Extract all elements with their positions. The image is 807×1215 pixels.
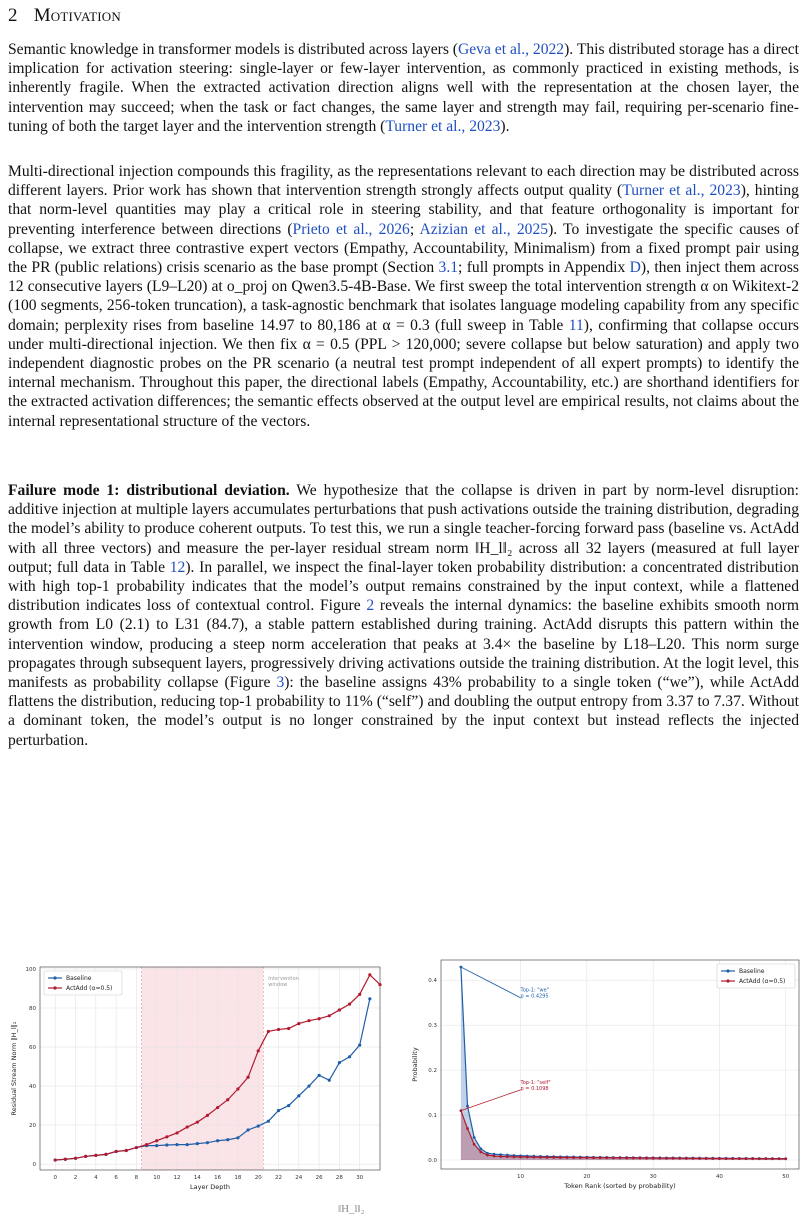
data-point [226, 1098, 229, 1101]
data-point [196, 1142, 199, 1145]
data-point [731, 1157, 734, 1160]
data-point [539, 1156, 542, 1159]
run-in-heading: Failure mode 1: distributional deviation. [8, 482, 290, 499]
citation-link[interactable]: 3.1 [438, 259, 459, 277]
data-point [645, 1157, 648, 1160]
citation-link[interactable]: Prieto et al., 2026 [292, 220, 410, 238]
y-tick-label: 0.3 [428, 1023, 437, 1030]
data-point [358, 1043, 361, 1046]
data-point [186, 1125, 189, 1128]
data-point [638, 1157, 641, 1160]
data-point [698, 1157, 701, 1160]
x-tick-label: 14 [193, 1175, 201, 1181]
data-point [104, 1153, 107, 1156]
data-point [725, 1157, 728, 1160]
annotation-value: p = 0.1098 [520, 1085, 549, 1092]
legend-marker [53, 986, 56, 989]
x-axis-label: Layer Depth [190, 1183, 230, 1191]
x-tick-label: 30 [356, 1175, 364, 1181]
data-point [206, 1114, 209, 1117]
annotation-arrow [461, 1090, 521, 1111]
legend-marker [726, 979, 729, 982]
data-point [236, 1136, 239, 1139]
y-tick-label: 60 [29, 1045, 36, 1052]
y-tick-label: 0.4 [428, 978, 437, 985]
data-point [155, 1139, 158, 1142]
y-tick-label: 20 [29, 1123, 36, 1130]
data-point [74, 1157, 77, 1160]
annotation-value: p = 0.4295 [520, 993, 549, 1000]
x-tick-label: 10 [517, 1174, 525, 1180]
data-point [579, 1156, 582, 1159]
data-point [318, 1017, 321, 1020]
y-tick-label: 80 [29, 1005, 36, 1012]
data-point [348, 1002, 351, 1005]
data-point [287, 1027, 290, 1030]
x-tick-label: 24 [295, 1175, 303, 1181]
data-point [473, 1143, 476, 1146]
data-point [358, 993, 361, 996]
data-point [479, 1151, 482, 1154]
text-run: ). To investigate the specific causes of collapse, we extract three contrastive expert vectors (Empathy, Accountability, Minimalism) from a fixed prompt pair using the PR (public relations) crisis scenario as the base prompt (Section [8, 220, 800, 277]
data-point [267, 1030, 270, 1033]
data-point [758, 1157, 761, 1160]
y-axis-label: Residual Stream Norm ‖H_l‖₂ [10, 1021, 18, 1116]
data-point [745, 1157, 748, 1160]
x-tick-label: 22 [275, 1175, 283, 1181]
data-point [94, 1154, 97, 1157]
x-tick-label: 2 [73, 1175, 78, 1181]
data-point [155, 1144, 158, 1147]
text-run: ). [500, 117, 510, 135]
data-point [771, 1157, 774, 1160]
annotation-label: Top-1: "we" [520, 987, 550, 994]
data-point [307, 1019, 310, 1022]
data-point [145, 1143, 148, 1146]
text-run: ): the baseline assigns 43% probability to a single token (“we”), while ActAdd flattens the distribution, reducing top-1 probability to 11% (“self”) and doubling the output entropy from 3.37 to 7.37. Without a dominant token, the model’s output is no longer constrained by the input context but instead reflects the injected perturbation. [8, 674, 799, 749]
data-point [115, 1150, 118, 1153]
data-point [499, 1155, 502, 1158]
section-title: Motivation [33, 5, 121, 26]
data-point [206, 1141, 209, 1144]
text-run: We hypothesize that the collapse is driven in part by norm-level disruption: additive injection at multiple layers accumulates perturbations that push activations outside the training distribution, degrading the model’s ability to produce coherent outputs. To test this, we run a single teacher-forcing forward pass (baseline vs. ActAdd with all three vectors) and measure the per-layer residual stream norm ‖H_l‖₂ across all 32 layers (measured at full layer output; full data in Table [8, 482, 799, 576]
text-run: ; [409, 220, 420, 238]
data-point [466, 1127, 469, 1130]
data-point [605, 1156, 608, 1159]
data-point [318, 1074, 321, 1077]
data-point [546, 1156, 549, 1159]
x-tick-label: 40 [715, 1174, 723, 1180]
series-area [461, 1111, 786, 1160]
data-point [368, 997, 371, 1000]
paragraph-2 [8, 162, 799, 431]
data-point [585, 1156, 588, 1159]
x-tick-label: 50 [782, 1174, 790, 1180]
data-point [652, 1157, 655, 1160]
data-point [277, 1109, 280, 1112]
data-point [297, 1094, 300, 1097]
y-axis-label: Probability [411, 1047, 419, 1082]
y-tick-label: 0 [32, 1162, 36, 1169]
data-point [473, 1136, 476, 1139]
data-point [186, 1143, 189, 1146]
data-point [513, 1155, 516, 1158]
data-point [135, 1146, 138, 1149]
data-point [486, 1154, 489, 1157]
legend-entry: ActAdd (α=0.5) [66, 985, 113, 992]
x-tick-label: 30 [649, 1174, 657, 1180]
legend-entry: Baseline [66, 975, 92, 982]
paragraph-3 [8, 481, 799, 750]
band-label: window [268, 982, 288, 988]
data-point [784, 1157, 787, 1160]
data-point [175, 1131, 178, 1134]
data-point [125, 1149, 128, 1152]
data-point [532, 1156, 535, 1159]
data-point [738, 1157, 741, 1160]
data-point [338, 1061, 341, 1064]
data-point [378, 983, 381, 986]
data-point [559, 1156, 562, 1159]
text-run: ), confirming that collapse occurs under multi-directional injection. We then fix α = 0.5 (PPL > 120,000; severe collapse but below saturation) and apply two independent diagnostic probes on the PR scenario (a neutral test prompt independent of all expert prompts) to identify the internal mechanism. Throughout this paper, the directional labels (Empathy, Accountability, etc.) are shorthand identifiers for the extracted activation differences; the semantic effects observed at the output level are empirical results, not claims about the internal representational structure of the vectors. [8, 316, 799, 430]
citation-link[interactable]: D [629, 259, 641, 277]
data-point [519, 1156, 522, 1159]
data-point [338, 1008, 341, 1011]
legend-marker [53, 976, 56, 979]
x-tick-label: 20 [583, 1174, 591, 1180]
x-tick-label: 12 [173, 1175, 181, 1181]
data-point [175, 1143, 178, 1146]
paragraph-1 [8, 40, 799, 136]
data-point [257, 1049, 260, 1052]
citation-link[interactable]: 2 [366, 597, 375, 615]
text-run: ). In parallel, we inspect the final-layer token probability distribution: a concentrated distribution with high top-1 probability indicates that the model’s output remains constrained by the input context, while a flattened distribution indicates loss of contextual control. Figure [8, 558, 799, 615]
annotation-arrow [461, 967, 521, 998]
x-tick-label: 20 [254, 1175, 262, 1181]
citation-link[interactable]: Turner et al., 2023 [622, 182, 741, 200]
data-point [764, 1157, 767, 1160]
citation-link[interactable]: 12 [169, 558, 186, 576]
data-point [257, 1124, 260, 1127]
data-point [196, 1121, 199, 1124]
data-point [246, 1128, 249, 1131]
text-run: ; full prompts in Appendix [458, 259, 630, 277]
data-point [368, 973, 371, 976]
data-point [479, 1147, 482, 1150]
data-point [84, 1155, 87, 1158]
data-point [692, 1157, 695, 1160]
x-tick-label: 0 [53, 1175, 57, 1181]
data-point [466, 1105, 469, 1108]
data-point [236, 1087, 239, 1090]
x-tick-label: 10 [153, 1175, 161, 1181]
figure-2-norm-chart [8, 950, 403, 1195]
data-point [54, 1158, 57, 1161]
series-line [461, 967, 786, 1159]
data-point [612, 1156, 615, 1159]
data-point [672, 1157, 675, 1160]
data-point [328, 1014, 331, 1017]
data-point [778, 1157, 781, 1160]
text-run: reveals the internal dynamics: the baseline exhibits smooth norm growth from L0 (2.1) to L31 (84.7), a stable pattern established during training. ActAdd disrupts this pattern within the intervention window, producing a steep norm acceleration that peaks at 3.4× the baseline by L18–L20. This norm surge propagates through subsequent layers, progressively driving activations outside the training distribution. At the logit level, this manifests as probability collapse (Figure [8, 597, 799, 692]
data-point [632, 1157, 635, 1160]
x-tick-label: 8 [134, 1175, 139, 1181]
section-heading [8, 5, 121, 27]
series-line [461, 1111, 786, 1159]
x-tick-label: 26 [315, 1175, 323, 1181]
citation-link[interactable]: Turner et al., 2023 [385, 117, 501, 135]
data-point [493, 1155, 496, 1158]
data-point [246, 1076, 249, 1079]
text-run: ), hinting that norm-level quantities may play a critical role in steering stability, and that feature orthogonality is important for preventing interference between directions ( [8, 182, 799, 238]
data-point [751, 1157, 754, 1160]
x-tick-label: 6 [114, 1175, 118, 1181]
x-tick-label: 28 [335, 1175, 343, 1181]
data-point [506, 1155, 509, 1158]
y-tick-label: 0.1 [428, 1113, 437, 1120]
data-point [705, 1157, 708, 1160]
legend-entry: Baseline [739, 968, 765, 975]
data-point [216, 1106, 219, 1109]
x-tick-label: 16 [214, 1175, 222, 1181]
y-tick-label: 40 [29, 1084, 36, 1091]
data-point [64, 1158, 67, 1161]
x-tick-label: 18 [234, 1175, 242, 1181]
data-point [287, 1104, 290, 1107]
data-point [685, 1157, 688, 1160]
citation-link[interactable]: Azizian et al., 2025 [419, 220, 549, 238]
plot-frame [441, 960, 799, 1169]
data-point [307, 1084, 310, 1087]
x-axis-label: Token Rank (sorted by probability) [564, 1182, 676, 1190]
section-number: 2 [8, 5, 18, 26]
data-point [267, 1120, 270, 1123]
citation-link[interactable]: Geva et al., 2022 [458, 41, 565, 58]
data-point [658, 1157, 661, 1160]
data-point [665, 1157, 668, 1160]
text-run: Multi-directional injection compounds this fragility, as the representations relevant to each direction may be distributed across different layers. Prior work has shown that intervention strength strongly affects output quality ( [8, 163, 799, 200]
data-point [297, 1022, 300, 1025]
legend-marker [726, 969, 729, 972]
band-label: Intervention [268, 976, 299, 982]
data-point [619, 1156, 622, 1159]
citation-link[interactable]: 3 [276, 674, 285, 692]
y-tick-label: 0.0 [428, 1158, 437, 1165]
data-point [678, 1157, 681, 1160]
data-point [552, 1156, 555, 1159]
y-tick-label: 100 [25, 966, 36, 973]
legend-entry: ActAdd (α=0.5) [739, 978, 786, 985]
data-point [226, 1138, 229, 1141]
text-run: Semantic knowledge in transformer models is distributed across layers ( [8, 41, 458, 58]
data-point [216, 1139, 219, 1142]
data-point [711, 1157, 714, 1160]
data-point [592, 1156, 595, 1159]
data-point [625, 1157, 628, 1160]
data-point [572, 1156, 575, 1159]
data-point [599, 1156, 602, 1159]
series-area [461, 967, 786, 1160]
figure-3-probability-chart [413, 950, 799, 1195]
text-run: ), then inject them across 12 consecutive layers (L9–L20) at o_proj on Qwen3.5-4B-Base. We first sweep the total intervention strength α on Wikitext-2 (100 segments, 256-token truncation), a task-agnostic benchmark that isolates language modeling capability from any specific domain; perplexity rises from baseline 14.97 to 80,186 at α = 0.3 (full sweep in Table [8, 259, 799, 334]
data-point [277, 1028, 280, 1031]
y-tick-label: 0.2 [428, 1068, 437, 1075]
text-run: ). This distributed storage has a direct implication for activation steering: single-layer or few-layer intervention, as commonly practiced in existing methods, is inherently fragile. When the extracted activation direction aligns well with the representation at the chosen layer, the intervention may succeed; when the task or fact changes, the same layer and strength may fail, requiring per-scenario fine-tuning of both the target layer and the intervention strength ( [8, 41, 799, 135]
data-point [348, 1055, 351, 1058]
data-point [718, 1157, 721, 1160]
cut-off-caption-fragment: ‖H_l‖₂ [338, 1203, 365, 1215]
citation-link[interactable]: 11 [568, 316, 584, 334]
data-point [165, 1143, 168, 1146]
data-point [526, 1156, 529, 1159]
data-point [165, 1135, 168, 1138]
annotation-label: Top-1: "self" [520, 1079, 551, 1086]
data-point [328, 1079, 331, 1082]
data-point [566, 1156, 569, 1159]
x-tick-label: 4 [94, 1175, 98, 1181]
